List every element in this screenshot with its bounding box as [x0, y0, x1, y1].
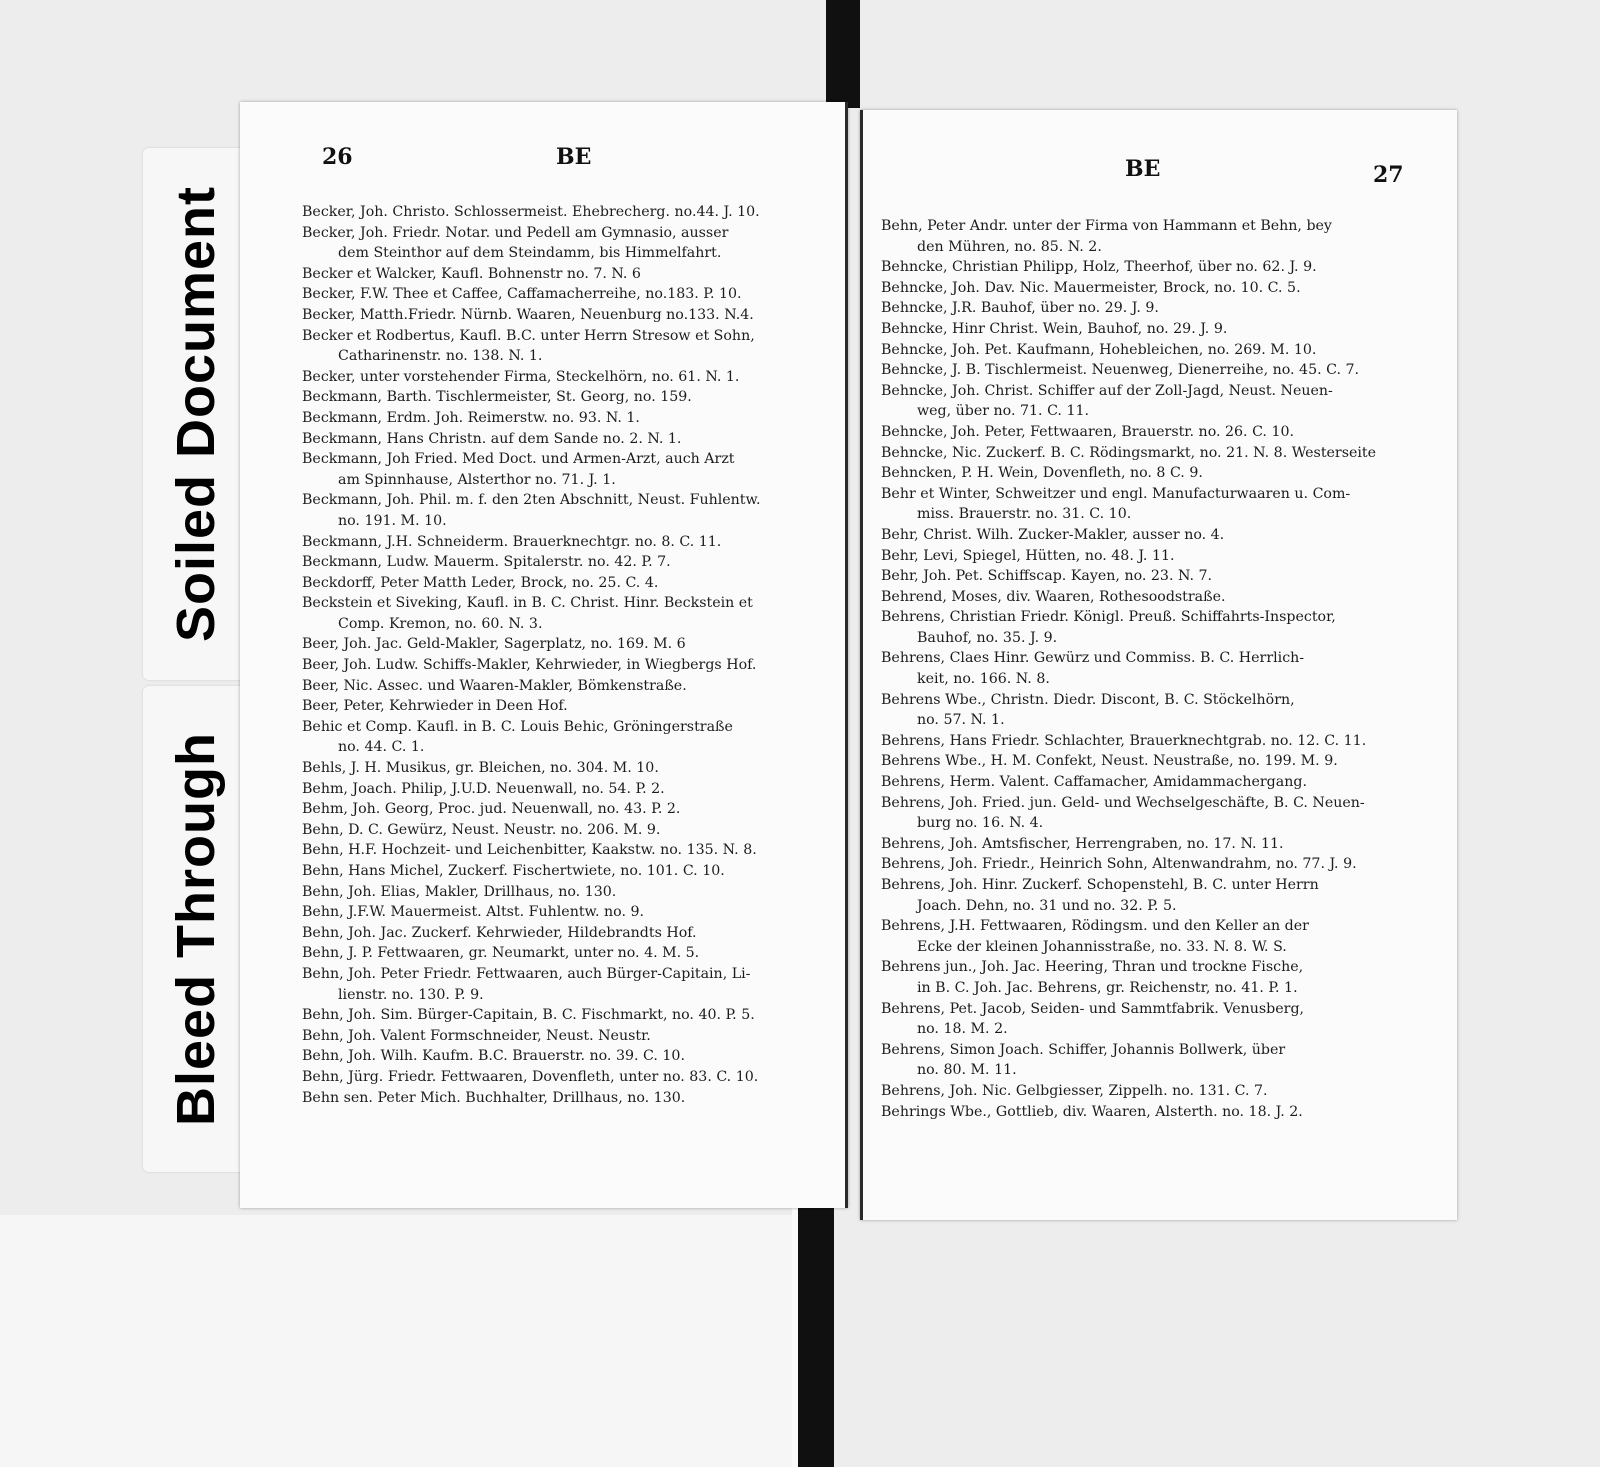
entry-line: Beer, Peter, Kehrwieder in Deen Hof.	[302, 698, 568, 715]
directory-entry	[881, 319, 1421, 340]
entry-line: Behrens, Herm. Valent. Caffamacher, Amidammachergang.	[881, 774, 1307, 791]
directory-entry	[302, 387, 842, 408]
directory-entry	[881, 731, 1421, 752]
directory-entry	[881, 278, 1421, 299]
entry-continuation: no. 191. M. 10.	[338, 512, 447, 529]
directory-entry	[881, 648, 1421, 689]
entry-line: Behrens, J.H. Fettwaaren, Rödingsm. und den Keller an der	[881, 918, 1309, 935]
directory-entry	[302, 943, 842, 964]
entry-line: Behn, Joh. Peter Friedr. Fettwaaren, auch Bürger-Capitain, Li-	[302, 965, 751, 982]
entry-continuation: lienstr. no. 130. P. 9.	[338, 986, 484, 1003]
directory-entry	[302, 820, 842, 841]
directory-entry	[302, 593, 842, 634]
right-page	[860, 110, 1457, 1220]
entry-continuation: dem Steinthor auf dem Steindamm, bis Himmelfahrt.	[338, 245, 722, 262]
directory-entry	[881, 360, 1421, 381]
entry-line: Beer, Nic. Assec. und Waaren-Makler, Bömkenstraße.	[302, 677, 687, 694]
entry-line: Behncke, Hinr Christ. Wein, Bauhof, no. 29. J. 9.	[881, 320, 1228, 337]
directory-entry	[302, 676, 842, 697]
entry-line: Becker et Walcker, Kaufl. Bohnenstr no. 7. N. 6	[302, 265, 641, 282]
directory-entry	[302, 1067, 842, 1088]
directory-entry	[302, 758, 842, 779]
entry-line: Behrend, Moses, div. Waaren, Rothesoodstraße.	[881, 588, 1226, 605]
entry-continuation: den Mühren, no. 85. N. 2.	[917, 238, 1102, 255]
directory-entry	[302, 882, 842, 903]
entry-line: Behrens, Simon Joach. Schiffer, Johannis Bollwerk, über	[881, 1041, 1286, 1058]
entry-line: Beer, Joh. Ludw. Schiffs-Makler, Kehrwieder, in Wiegbergs Hof.	[302, 657, 757, 674]
directory-entry	[302, 902, 842, 923]
entry-continuation: keit, no. 166. N. 8.	[917, 671, 1050, 688]
entry-line: Beckmann, Hans Christn. auf dem Sande no. 2. N. 1.	[302, 430, 682, 447]
directory-entry	[881, 463, 1421, 484]
directory-entry	[881, 751, 1421, 772]
binding-strip-bottom	[798, 1204, 834, 1467]
entry-continuation: am Spinnhause, Alsterthor no. 71. J. 1.	[338, 471, 616, 488]
entry-line: Becker, unter vorstehender Firma, Steckelhörn, no. 61. N. 1.	[302, 368, 740, 385]
directory-entry	[881, 484, 1421, 525]
entry-line: Behn, Jürg. Friedr. Fettwaaren, Dovenfleth, unter no. 83. C. 10.	[302, 1068, 759, 1085]
entry-line: Behr, Christ. Wilh. Zucker-Makler, ausser no. 4.	[881, 526, 1225, 543]
directory-entry	[302, 696, 842, 717]
directory-entry	[302, 264, 842, 285]
entry-line: Becker, Joh. Friedr. Notar. und Pedell am Gymnasio, ausser	[302, 224, 729, 241]
directory-entry	[302, 799, 842, 820]
directory-entry	[881, 566, 1421, 587]
entry-continuation: Catharinenstr. no. 138. N. 1.	[338, 348, 543, 365]
directory-entry	[881, 381, 1421, 422]
directory-entry	[302, 923, 842, 944]
entry-line: Behncken, P. H. Wein, Dovenfleth, no. 8 C. 9.	[881, 465, 1203, 482]
running-head-right: BE	[1125, 156, 1161, 182]
page-number-right: 27	[1373, 162, 1404, 188]
entry-line: Behic et Comp. Kaufl. in B. C. Louis Behic, Gröningerstraße	[302, 718, 733, 735]
directory-entry	[302, 1026, 842, 1047]
label-bleed-through	[143, 686, 249, 1172]
entry-line: Beckdorff, Peter Matth Leder, Brock, no. 25. C. 4.	[302, 574, 659, 591]
entry-line: Behr et Winter, Schweitzer und engl. Manufacturwaaren u. Com-	[881, 485, 1351, 502]
directory-entry	[881, 607, 1421, 648]
directory-entry	[302, 573, 842, 594]
entry-line: Behrens, Joh. Amtsfischer, Herrengraben, no. 17. N. 11.	[881, 835, 1284, 852]
entry-line: Behn sen. Peter Mich. Buchhalter, Drillhaus, no. 130.	[302, 1089, 686, 1106]
entry-line: Behr, Levi, Spiegel, Hütten, no. 48. J. 11.	[881, 547, 1175, 564]
entry-continuation: Ecke der kleinen Johannisstraße, no. 33. N. 8. W. S.	[917, 938, 1287, 955]
directory-entry	[302, 284, 842, 305]
entry-line: Becker, F.W. Thee et Caffee, Caffamacherreihe, no.183. P. 10.	[302, 286, 742, 303]
entry-line: Behn, J. P. Fettwaaren, gr. Neumarkt, unter no. 4. M. 5.	[302, 945, 700, 962]
entry-line: Behrens, Joh. Fried. jun. Geld- und Wechselgeschäfte, B. C. Neuen-	[881, 794, 1365, 811]
directory-entry	[881, 875, 1421, 916]
directory-entry	[881, 587, 1421, 608]
entry-line: Beckstein et Siveking, Kaufl. in B. C. Christ. Hinr. Beckstein et	[302, 595, 753, 612]
entry-line: Behncke, J.R. Bauhof, über no. 29. J. 9.	[881, 300, 1159, 317]
entry-line: Behn, Joh. Sim. Bürger-Capitain, B. C. Fischmarkt, no. 40. P. 5.	[302, 1007, 755, 1024]
directory-entry	[302, 223, 842, 264]
directory-entry	[302, 202, 842, 223]
entry-line: Behrens, Joh. Hinr. Zuckerf. Schopenstehl, B. C. unter Herrn	[881, 877, 1319, 893]
entry-line: Behm, Joach. Philip, J.U.D. Neuenwall, no. 54. P. 2.	[302, 780, 665, 797]
entry-line: Behn, Hans Michel, Zuckerf. Fischertwiete, no. 101. C. 10.	[302, 863, 725, 879]
directory-entry	[881, 916, 1421, 957]
entry-line: Behrens, Hans Friedr. Schlachter, Brauerknechtgrab. no. 12. C. 11.	[881, 732, 1367, 749]
entry-line: Beckmann, Erdm. Joh. Reimerstw. no. 93. N. 1.	[302, 409, 640, 426]
label-bleed-text: Bleed Through	[166, 732, 226, 1126]
entry-line: Behrens, Joh. Nic. Gelbgiesser, Zippelh. no. 131. C. 7.	[881, 1082, 1268, 1099]
entry-line: Behncke, Christian Philipp, Holz, Theerhof, über no. 62. J. 9.	[881, 259, 1317, 276]
label-soiled-document	[143, 148, 249, 680]
directory-entry	[881, 1040, 1421, 1081]
entry-line: Behrings Wbe., Gottlieb, div. Waaren, Alsterth. no. 18. J. 2.	[881, 1103, 1303, 1120]
directory-entry	[881, 340, 1421, 361]
directory-entry	[302, 408, 842, 429]
directory-entry	[302, 449, 842, 490]
directory-entry	[881, 525, 1421, 546]
directory-entry	[302, 429, 842, 450]
directory-entry	[881, 443, 1421, 464]
directory-entry	[302, 305, 842, 326]
entry-line: Becker et Rodbertus, Kaufl. B.C. unter Herrn Stresow et Sohn,	[302, 327, 755, 344]
directory-entry	[881, 772, 1421, 793]
entry-line: Behrens, Joh. Friedr., Heinrich Sohn, Altenwandrahm, no. 77. J. 9.	[881, 856, 1357, 873]
directory-entry	[302, 1088, 842, 1109]
entry-continuation: Joach. Dehn, no. 31 und no. 32. P. 5.	[917, 897, 1177, 914]
entry-continuation: Bauhof, no. 35. J. 9.	[917, 629, 1058, 646]
directory-entry	[881, 1102, 1421, 1123]
directory-entries-right	[881, 216, 1421, 1122]
entry-line: Behncke, Joh. Peter, Fettwaaren, Brauerstr. no. 26. C. 10.	[881, 423, 1295, 440]
entry-line: Beckmann, Joh. Phil. m. f. den 2ten Abschnitt, Neust. Fuhlentw.	[302, 492, 761, 509]
directory-entry	[302, 1005, 842, 1026]
entry-line: Beckmann, J.H. Schneiderm. Brauerknechtgr. no. 8. C. 11.	[302, 533, 722, 550]
directory-entry	[302, 964, 842, 1005]
entry-line: Behn, D. C. Gewürz, Neust. Neustr. no. 206. M. 9.	[302, 821, 661, 838]
directory-entry	[881, 793, 1421, 834]
entry-line: Behrens, Pet. Jacob, Seiden- und Sammtfabrik. Venusberg,	[881, 1000, 1305, 1017]
entry-continuation: weg, über no. 71. C. 11.	[917, 403, 1090, 420]
entry-continuation: no. 18. M. 2.	[917, 1021, 1008, 1038]
entry-line: Behn, Joh. Valent Formschneider, Neust. Neustr.	[302, 1027, 651, 1044]
entry-line: Behrens Wbe., Christn. Diedr. Discont, B. C. Stöckelhörn,	[881, 691, 1295, 708]
directory-entry	[302, 655, 842, 676]
entry-line: Beckmann, Barth. Tischlermeister, St. Georg, no. 159.	[302, 389, 692, 406]
directory-entry	[881, 257, 1421, 278]
directory-entry	[881, 546, 1421, 567]
directory-entry	[302, 717, 842, 758]
entry-continuation: no. 44. C. 1.	[338, 739, 425, 756]
entry-line: Behr, Joh. Pet. Schiffscap. Kayen, no. 23. N. 7.	[881, 568, 1213, 585]
entry-line: Becker, Matth.Friedr. Nürnb. Waaren, Neuenburg no.133. N.4.	[302, 306, 754, 323]
entry-line: Behn, Peter Andr. unter der Firma von Hammann et Behn, bey	[881, 218, 1332, 234]
directory-entry	[881, 1081, 1421, 1102]
entry-line: Behn, H.F. Hochzeit- und Leichenbitter, Kaakstw. no. 135. N. 8.	[302, 842, 757, 859]
page-number-left: 26	[322, 144, 353, 170]
directory-entry	[302, 779, 842, 800]
entry-line: Beer, Joh. Jac. Geld-Makler, Sagerplatz, no. 169. M. 6	[302, 636, 686, 653]
entry-continuation: Comp. Kremon, no. 60. N. 3.	[338, 615, 543, 632]
entry-line: Beckmann, Joh Fried. Med Doct. und Armen-Arzt, auch Arzt	[302, 451, 735, 468]
entry-line: Behls, J. H. Musikus, gr. Bleichen, no. 304. M. 10.	[302, 760, 659, 777]
directory-entries-left	[302, 202, 842, 1108]
directory-entry	[881, 834, 1421, 855]
directory-entry	[881, 216, 1421, 257]
directory-entry	[302, 326, 842, 367]
background-lower	[0, 1215, 800, 1467]
entry-line: Behncke, Joh. Christ. Schiffer auf der Zoll-Jagd, Neust. Neuen-	[881, 382, 1333, 399]
directory-entry	[302, 1046, 842, 1067]
directory-entry	[302, 490, 842, 531]
entry-line: Behn, Joh. Jac. Zuckerf. Kehrwieder, Hildebrandts Hof.	[302, 924, 697, 941]
entry-line: Behm, Joh. Georg, Proc. jud. Neuenwall, no. 43. P. 2.	[302, 801, 681, 818]
entry-continuation: no. 57. N. 1.	[917, 712, 1005, 729]
left-page	[240, 102, 848, 1208]
entry-line: Behrens Wbe., H. M. Confekt, Neust. Neustraße, no. 199. M. 9.	[881, 753, 1338, 770]
entry-continuation: miss. Brauerstr. no. 31. C. 10.	[917, 506, 1132, 523]
entry-line: Beckmann, Ludw. Mauerm. Spitalerstr. no. 42. P. 7.	[302, 554, 671, 571]
running-head-left: BE	[556, 144, 592, 170]
label-soiled-text: Soiled Document	[166, 185, 226, 643]
entry-continuation: in B. C. Joh. Jac. Behrens, gr. Reichenstr, no. 41. P. 1.	[917, 979, 1298, 996]
entry-line: Behn, J.F.W. Mauermeist. Altst. Fuhlentw. no. 9.	[302, 904, 645, 921]
directory-entry	[302, 861, 842, 882]
binding-strip-top	[826, 0, 860, 108]
directory-entry	[881, 999, 1421, 1040]
entry-line: Behrens jun., Joh. Jac. Heering, Thran und trockne Fische,	[881, 959, 1304, 976]
entry-line: Behncke, Joh. Dav. Nic. Mauermeister, Brock, no. 10. C. 5.	[881, 279, 1301, 296]
entry-line: Behncke, Nic. Zuckerf. B. C. Rödingsmarkt, no. 21. N. 8. Westerseite	[881, 444, 1377, 461]
entry-line: Behncke, Joh. Pet. Kaufmann, Hohebleichen, no. 269. M. 10.	[881, 341, 1317, 358]
directory-entry	[302, 532, 842, 553]
directory-entry	[302, 367, 842, 388]
entry-line: Behncke, J. B. Tischlermeist. Neuenweg, Dienerreihe, no. 45. C. 7.	[881, 362, 1360, 379]
entry-continuation: no. 80. M. 11.	[917, 1062, 1017, 1079]
directory-entry	[881, 298, 1421, 319]
directory-entry	[881, 854, 1421, 875]
entry-line: Behn, Joh. Wilh. Kaufm. B.C. Brauerstr. no. 39. C. 10.	[302, 1048, 685, 1065]
entry-continuation: burg no. 16. N. 4.	[917, 815, 1044, 832]
directory-entry	[302, 552, 842, 573]
entry-line: Behrens, Christian Friedr. Königl. Preuß. Schiffahrts-Inspector,	[881, 609, 1336, 626]
entry-line: Becker, Joh. Christo. Schlossermeist. Ehebrecherg. no.44. J. 10.	[302, 204, 760, 220]
directory-entry	[881, 422, 1421, 443]
directory-entry	[302, 634, 842, 655]
directory-entry	[302, 840, 842, 861]
entry-line: Behrens, Claes Hinr. Gewürz und Commiss. B. C. Herrlich-	[881, 650, 1305, 667]
directory-entry	[881, 957, 1421, 998]
directory-entry	[881, 690, 1421, 731]
entry-line: Behn, Joh. Elias, Makler, Drillhaus, no. 130.	[302, 883, 617, 900]
